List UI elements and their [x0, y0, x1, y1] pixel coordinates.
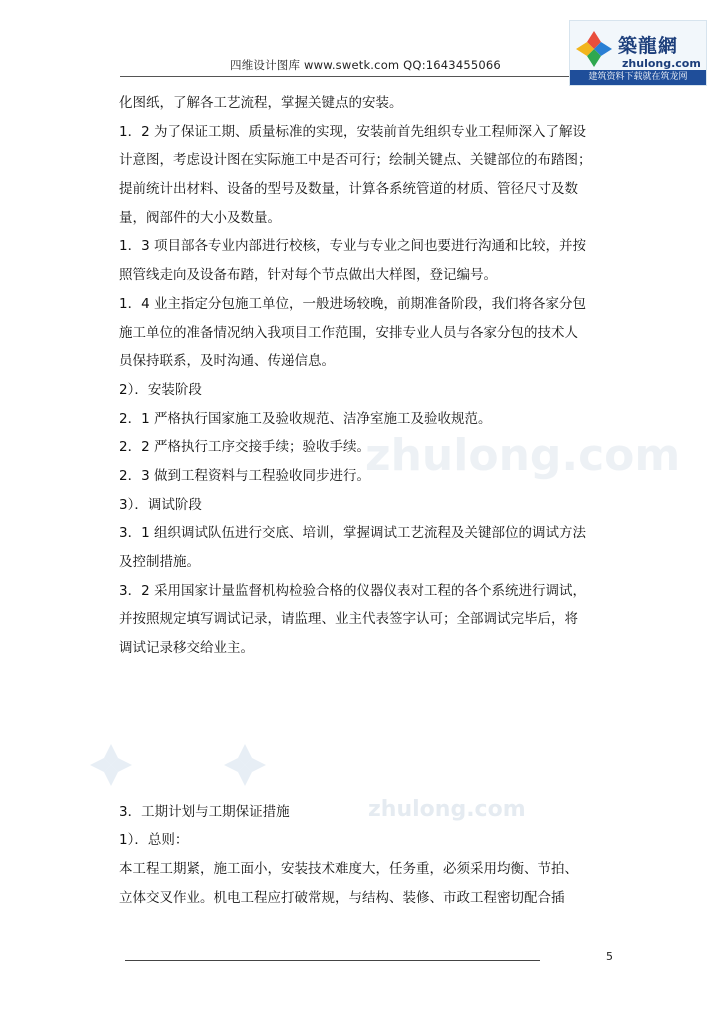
header-divider [120, 76, 570, 77]
section-heading: 1）．总则： [119, 832, 189, 849]
body-line: 计意图，考虑设计图在实际施工中是否可行；绘制关键点、关键部位的布踏图； [119, 152, 592, 169]
body-line: 本工程工期紧，施工面小，安装技术难度大，任务重，必须采用均衡、节拍、 [119, 861, 578, 878]
section-heading: 3）．调试阶段 [119, 496, 202, 513]
body-line: 1．3 项目部各专业内部进行校核，专业与专业之间也要进行沟通和比较，并按 [119, 238, 586, 255]
body-line: 3．2 采用国家计量监督机构检验合格的仪器仪表对工程的各个系统进行调试， [119, 582, 586, 599]
body-line: 3．1 组织调试队伍进行交底、培训，掌握调试工艺流程及关键部位的调试方法 [119, 525, 586, 542]
body-line: 化图纸，了解各工艺流程，掌握关键点的安装。 [119, 95, 403, 111]
body-line: 及控制措施。 [119, 554, 200, 570]
footer-divider [125, 960, 540, 961]
body-line: 立体交叉作业。机电工程应打破常规，与结构、装修、市政工程密切配合插 [119, 889, 565, 906]
watermark-small: zhulong.com [368, 797, 526, 822]
pinwheel-logo-icon [574, 29, 614, 69]
body-line: 2．2 严格执行工序交接手续；验收手续。 [119, 439, 370, 456]
body-line: 员保持联系，及时沟通、传递信息。 [119, 353, 335, 370]
body-line: 提前统计出材料、设备的型号及数量，计算各系统管道的材质、管径尺寸及数 [119, 181, 578, 198]
body-line: 照管线走向及设备布踏，针对每个节点做出大样图，登记编号。 [119, 267, 497, 284]
body-line: 施工单位的准备情况纳入我项目工作范围，安排专业人员与各家分包的技术人 [119, 324, 578, 341]
section-heading: 2）．安装阶段 [119, 381, 202, 398]
page-number: 5 [606, 950, 613, 963]
page-header-text: 四维设计图库 www.swetk.com QQ:1643455066 [230, 58, 501, 72]
logo-chinese-name: 築龍網 [618, 35, 679, 57]
section-heading: 3．工期计划与工期保证措施 [119, 803, 290, 820]
logo-domain: zhulong.com [622, 57, 701, 70]
blank-space [119, 663, 599, 798]
watermark-large: zhulong.com [365, 430, 681, 481]
body-line: 并按照规定填写调试记录，请监理、业主代表签字认可；全部调试完毕后，将 [119, 611, 578, 628]
zhulong-logo [569, 20, 707, 86]
logo-banner: 建筑资料下载就在筑龙网 [570, 70, 706, 85]
body-line: 1．4 业主指定分包施工单位，一般进场较晚，前期准备阶段，我们将各家分包 [119, 295, 586, 312]
document-body [119, 89, 599, 913]
body-line: 调试记录移交给业主。 [119, 640, 254, 657]
body-line: 2．1 严格执行国家施工及验收规范、洁净室施工及验收规范。 [119, 410, 492, 427]
body-line: 量，阀部件的大小及数量。 [119, 209, 281, 226]
body-line: 2．3 做到工程资料与工程验收同步进行。 [119, 467, 370, 484]
body-line: 1．2 为了保证工期、质量标准的实现，安装前首先组织专业工程师深入了解设 [119, 123, 586, 140]
